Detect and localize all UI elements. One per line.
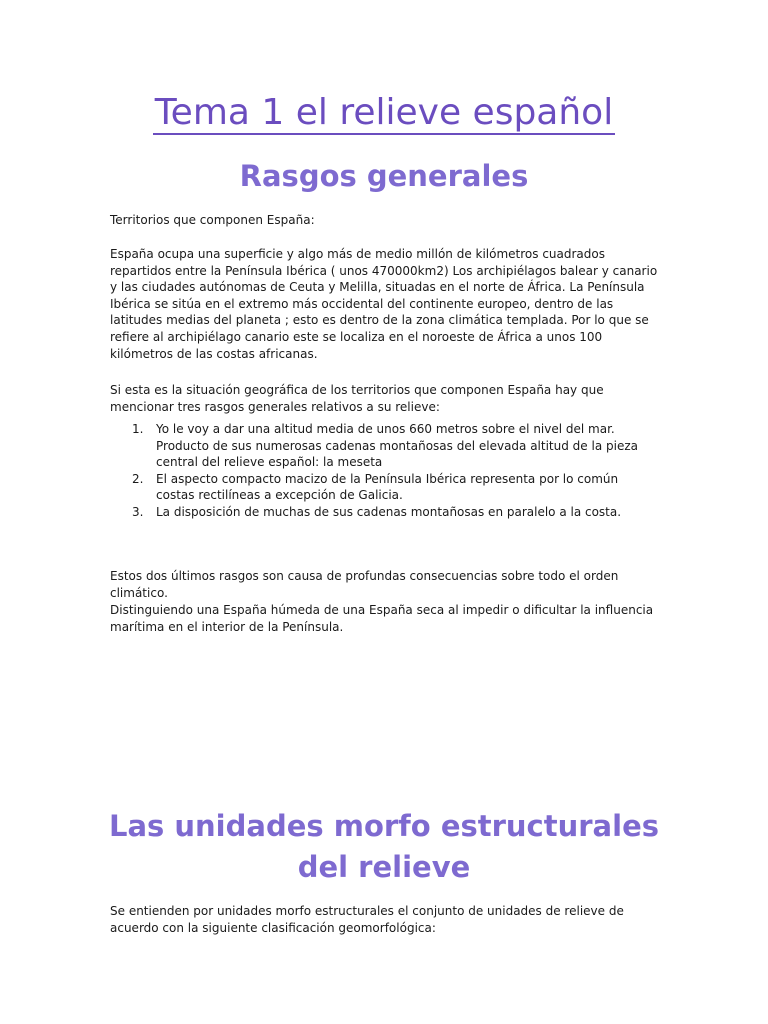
list-item-text: La disposición de muchas de sus cadenas montañosas en paralelo a la costa.: [156, 504, 622, 519]
section-heading-line-2: del relieve: [297, 850, 471, 884]
paragraph-situacion-geografica: Si esta es la situación geográfica de los territorios que componen España hay que mencionar tres rasgos generales relativos a su relieve:: [110, 383, 604, 414]
paragraph-espana-superficie: España ocupa una superficie y algo más de medio millón de kilómetros cuadrados repartidos entre la Península Ibérica ( unos 470000km2) Los archipiélagos balear y canario y las ciudades autónomas de Ceuta y Melilla, situadas en el norte de África. La Península Ibérica se sitúa en el extremo más occidental del continente europeo, dentro de las latitudes medias del planeta ; esto es dentro de la zona climática templada. Por lo que se refiere al archipiélago canario este se localiza en el noroeste de África a unos 100 kilómetros de las costas africanas.: [110, 247, 658, 361]
list-item-number: 1.: [132, 422, 144, 436]
list-item-text: El aspecto compacto macizo de la Península Ibérica representa por lo común costas rectilíneas a excepción de Galicia.: [156, 471, 619, 503]
list-item-text: Yo le voy a dar una altitud media de unos 660 metros sobre el nivel del mar. Producto de sus numerosas cadenas montañosas del elevada altitud de la pieza central del relieve español: la meseta: [156, 422, 638, 470]
list-item: [110, 504, 658, 521]
list-item-number: 2.: [132, 471, 144, 486]
paragraph-estos-rasgos: Estos dos últimos rasgos son causa de profundas consecuencias sobre todo el orden climático.: [110, 569, 619, 600]
list-item: [110, 471, 658, 504]
section-heading-line-1: Las unidades morfo estructurales: [108, 809, 659, 843]
paragraph-unidades-definicion: Se entienden por unidades morfo estructurales el conjunto de unidades de relieve de acuerdo con la siguiente clasificación geomorfológica:: [110, 904, 624, 935]
page-title-text: Tema 1 el relieve español: [154, 92, 614, 133]
section-heading-rasgos-generales: Rasgos generales: [239, 159, 529, 193]
list-item: [110, 421, 658, 471]
list-item-number: 3.: [132, 504, 144, 519]
paragraph-distinguiendo: Distinguiendo una España húmeda de una España seca al impedir o dificultar la influencia marítima en el interior de la Península.: [110, 603, 654, 634]
rasgos-generales-list: [110, 421, 658, 521]
section-heading-unidades-morfo-estructurales: [0, 806, 768, 888]
page-title: [0, 88, 768, 138]
paragraph-territorios: Territorios que componen España:: [110, 213, 315, 227]
